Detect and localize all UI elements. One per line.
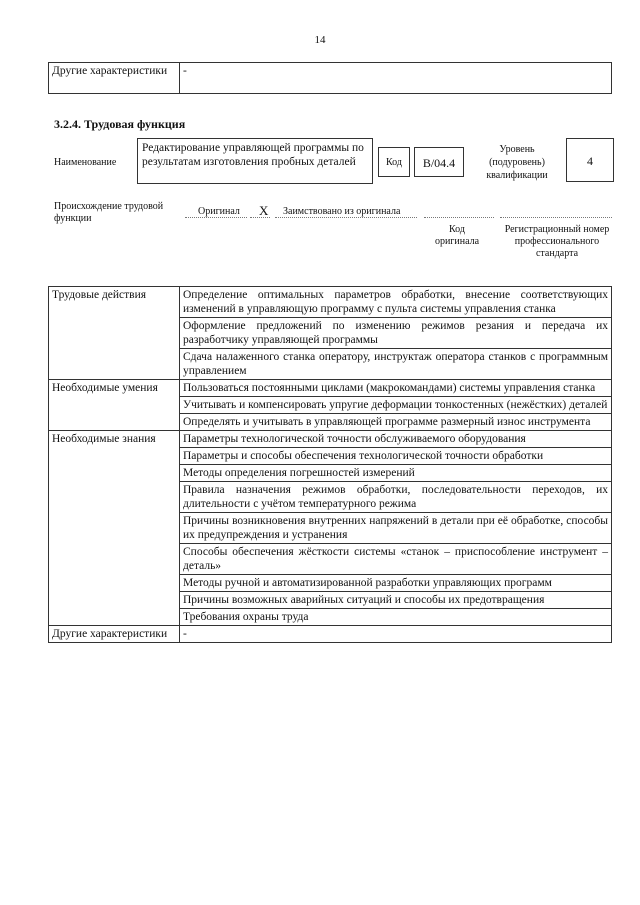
code-value: B/04.4 (414, 147, 464, 177)
name-label: Наименование (54, 157, 117, 168)
page-number: 14 (314, 34, 326, 46)
row-item: Определение оптимальных параметров обработки, внесение соответствующих изменений в управляющую программу с пульта системы управления станка (180, 287, 612, 318)
row-item: Требования охраны труда (180, 609, 612, 626)
row-item: Учитывать и компенсировать упругие деформации тонкостенных (нежёстких) деталей (180, 397, 612, 414)
row-item: Сдача налаженного станка оператору, инструктаж оператора станков с программным управлением (180, 349, 612, 380)
row-label: Необходимые умения (49, 380, 180, 431)
top-table-value: - (180, 63, 612, 94)
row-item: Методы определения погрешностей измерений (180, 465, 612, 482)
reg-number-divider (500, 217, 612, 218)
row-label: Другие характеристики (49, 626, 180, 643)
row-item: Определять и учитывать в управляющей программе размерный износ инструмента (180, 414, 612, 431)
row-label: Трудовые действия (49, 287, 180, 380)
row-item: Оформление предложений по изменению режимов резания и передача их разработчику управляющей программы (180, 318, 612, 349)
table-row (49, 287, 612, 318)
row-item: Методы ручной и автоматизированной разработки управляющих программ (180, 575, 612, 592)
row-item: Правила назначения режимов обработки, последовательности переходов, их длительности с учётом температурного режима (180, 482, 612, 513)
row-item: Параметры технологической точности обслуживаемого оборудования (180, 431, 612, 448)
row-item: - (180, 626, 612, 643)
top-table-label: Другие характеристики (49, 63, 180, 94)
borrowed-divider (275, 217, 417, 218)
table-row (49, 626, 612, 643)
table-row (49, 431, 612, 448)
row-item: Причины возможных аварийных ситуаций и способы их предотвращения (180, 592, 612, 609)
row-item: Параметры и способы обеспечения технологической точности обработки (180, 448, 612, 465)
row-item: Пользоваться постоянными циклами (макрокомандами) системы управления станка (180, 380, 612, 397)
mark-divider (250, 217, 270, 218)
level-value: 4 (566, 138, 614, 182)
origin-original: Оригинал (198, 206, 240, 217)
row-label: Необходимые знания (49, 431, 180, 626)
origin-label: Происхождение трудовой функции (54, 201, 164, 224)
function-name: Редактирование управляющей программы по результатам изготовления пробных деталей (137, 138, 373, 184)
code-original-label: Код оригинала (434, 224, 480, 247)
main-table (48, 286, 612, 643)
row-item: Причины возникновения внутренних напряжений в детали при её обработке, способы их предупреждения и устранения (180, 513, 612, 544)
reg-number-label: Регистрационный номер профессионального стандарта (504, 224, 610, 259)
top-table (48, 62, 612, 94)
origin-mark: X (259, 203, 269, 218)
table-row (49, 380, 612, 397)
origin-borrowed: Заимствовано из оригинала (283, 206, 401, 217)
section-title: 3.2.4. Трудовая функция (54, 117, 186, 131)
original-divider (185, 217, 247, 218)
level-label: Уровень (подуровень) квалификации (486, 144, 548, 181)
code-original-divider (424, 217, 494, 218)
code-label: Код (378, 147, 410, 177)
row-item: Способы обеспечения жёсткости системы «станок – приспособление инструмент – деталь» (180, 544, 612, 575)
